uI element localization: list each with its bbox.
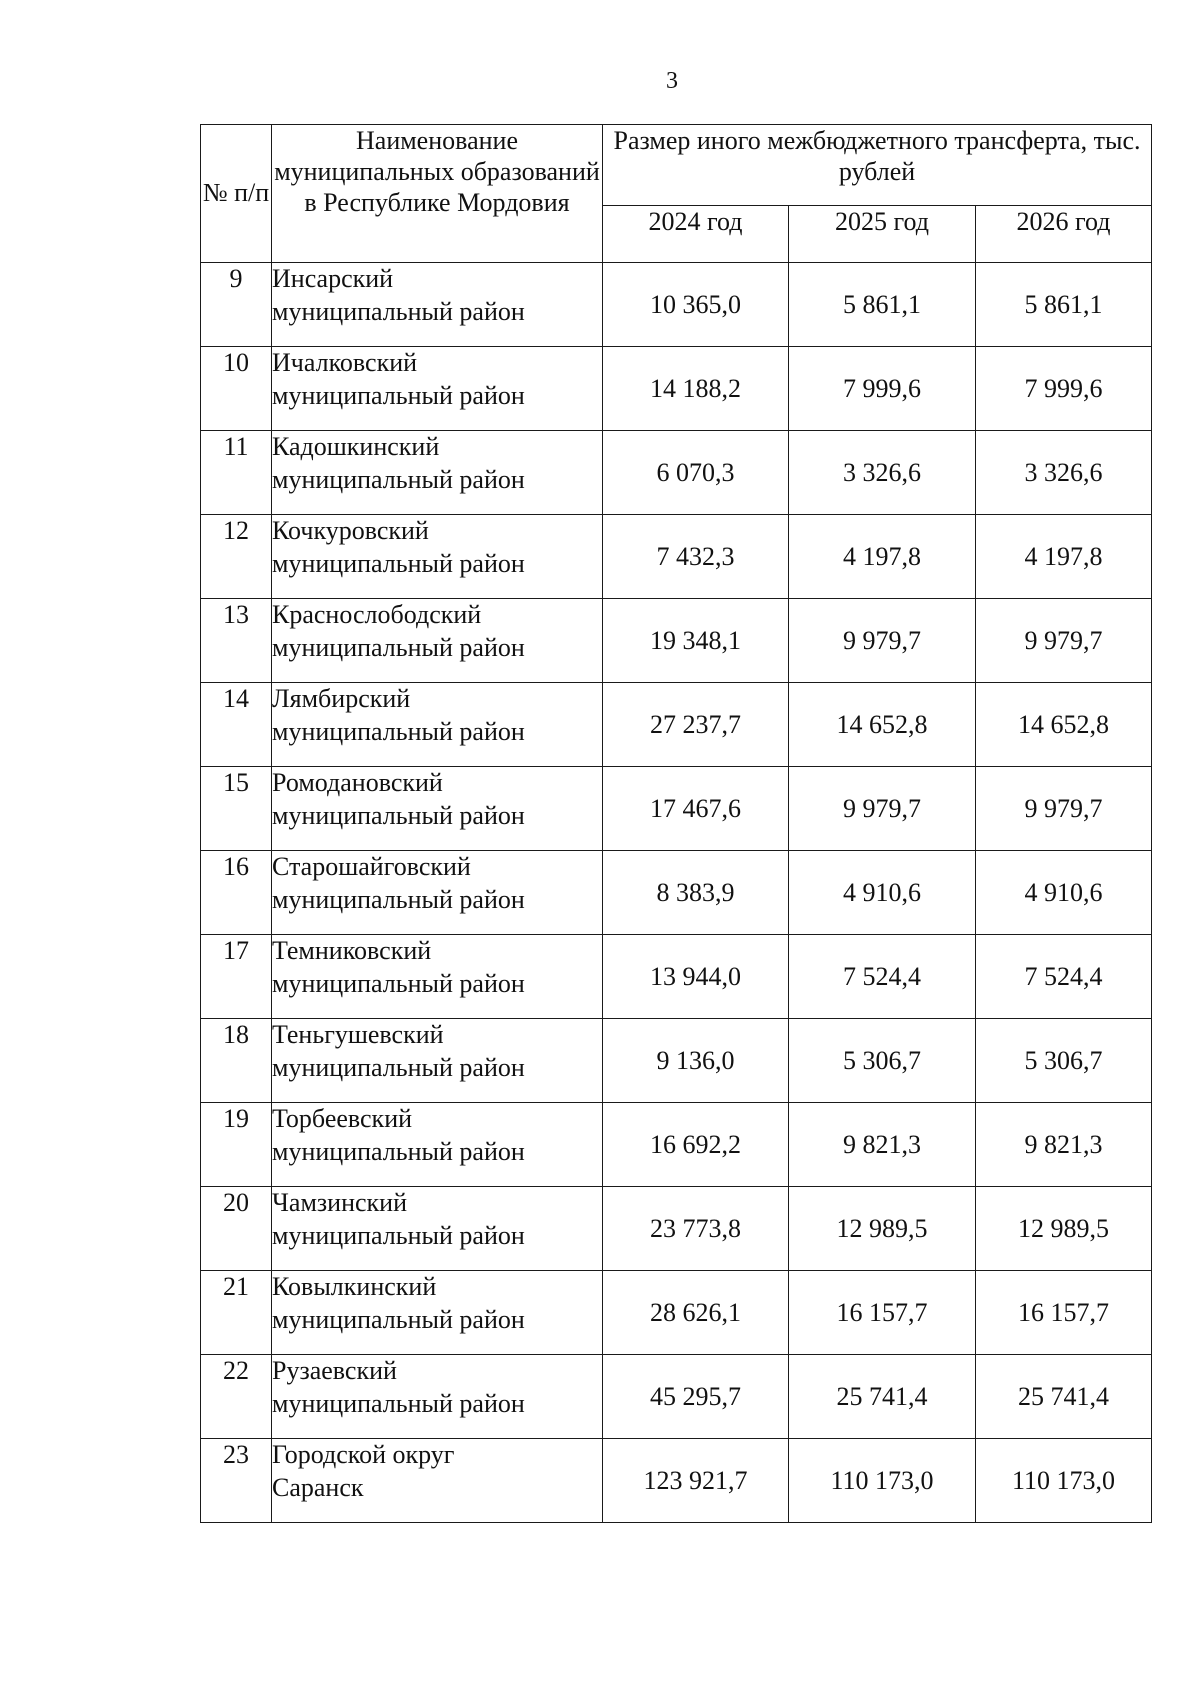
- municipality-name-line2: муниципальный район: [272, 1388, 525, 1418]
- value-2024: 19 348,1: [603, 599, 789, 683]
- value-2025: 9 979,7: [789, 599, 976, 683]
- municipality-name: [272, 935, 603, 1019]
- row-number: 12: [201, 515, 272, 599]
- municipality-name: [272, 515, 603, 599]
- header-municipality-label: Наименование муниципальных образований в Республике Мордовия: [274, 126, 600, 218]
- municipality-name-line2: муниципальный район: [272, 296, 525, 326]
- municipality-name: [272, 1187, 603, 1271]
- table-row: [201, 431, 1152, 515]
- municipality-name-line1: Ромодановский: [272, 768, 443, 797]
- value-2026: 16 157,7: [976, 1271, 1152, 1355]
- municipality-name: [272, 767, 603, 851]
- municipality-name-line2: муниципальный район: [272, 800, 525, 830]
- value-2024: 7 432,3: [603, 515, 789, 599]
- municipality-name: [272, 851, 603, 935]
- header-year-2026: 2026 год: [976, 206, 1152, 263]
- value-2025: 16 157,7: [789, 1271, 976, 1355]
- row-number: 9: [201, 263, 272, 347]
- header-number-label: № п/п: [202, 178, 270, 208]
- municipality-name-line1: Краснослободский: [272, 600, 482, 629]
- header-number: [201, 125, 272, 263]
- value-2026: 110 173,0: [976, 1439, 1152, 1523]
- municipality-name-line1: Ичалковский: [272, 348, 418, 377]
- municipality-name-line1: Чамзинский: [272, 1188, 407, 1217]
- municipality-name: [272, 347, 603, 431]
- row-number: 10: [201, 347, 272, 431]
- header-transfer-size-label: Размер иного межбюджетного трансферта, тыс. рублей: [613, 126, 1141, 187]
- value-2025: 4 197,8: [789, 515, 976, 599]
- value-2026: 5 861,1: [976, 263, 1152, 347]
- municipality-name-line2: муниципальный район: [272, 1220, 525, 1250]
- municipality-name-line1: Теньгушевский: [272, 1020, 444, 1049]
- value-2024: 13 944,0: [603, 935, 789, 1019]
- value-2025: 7 524,4: [789, 935, 976, 1019]
- table-row: [201, 263, 1152, 347]
- municipality-name: [272, 1439, 603, 1523]
- municipality-name: [272, 1103, 603, 1187]
- table-row: [201, 599, 1152, 683]
- row-number: 14: [201, 683, 272, 767]
- value-2025: 12 989,5: [789, 1187, 976, 1271]
- municipality-name: [272, 683, 603, 767]
- municipality-name-line1: Ковылкинский: [272, 1272, 437, 1301]
- row-number: 11: [201, 431, 272, 515]
- value-2026: 7 524,4: [976, 935, 1152, 1019]
- header-year-2025: 2025 год: [789, 206, 976, 263]
- municipality-name: [272, 1355, 603, 1439]
- row-number: 16: [201, 851, 272, 935]
- value-2024: 17 467,6: [603, 767, 789, 851]
- municipality-name-line2: муниципальный район: [272, 1136, 525, 1166]
- row-number: 13: [201, 599, 272, 683]
- table-body: [201, 263, 1152, 1523]
- value-2026: 12 989,5: [976, 1187, 1152, 1271]
- row-number: 22: [201, 1355, 272, 1439]
- value-2025: 7 999,6: [789, 347, 976, 431]
- municipality-name-line1: Кадошкинский: [272, 432, 440, 461]
- value-2024: 28 626,1: [603, 1271, 789, 1355]
- municipality-name-line2: муниципальный район: [272, 884, 525, 914]
- row-number: 23: [201, 1439, 272, 1523]
- value-2024: 123 921,7: [603, 1439, 789, 1523]
- table-row: [201, 1439, 1152, 1523]
- value-2024: 6 070,3: [603, 431, 789, 515]
- municipality-name-line1: Кочкуровский: [272, 516, 429, 545]
- table-row: [201, 1103, 1152, 1187]
- table-row: [201, 683, 1152, 767]
- value-2026: 3 326,6: [976, 431, 1152, 515]
- row-number: 15: [201, 767, 272, 851]
- page-number: 3: [666, 68, 678, 94]
- value-2026: 4 910,6: [976, 851, 1152, 935]
- municipality-name: [272, 1271, 603, 1355]
- table-row: [201, 1187, 1152, 1271]
- municipality-name-line2: муниципальный район: [272, 1052, 525, 1082]
- value-2026: 7 999,6: [976, 347, 1152, 431]
- value-2025: 25 741,4: [789, 1355, 976, 1439]
- row-number: 18: [201, 1019, 272, 1103]
- municipality-name-line2: муниципальный район: [272, 380, 525, 410]
- value-2024: 8 383,9: [603, 851, 789, 935]
- value-2026: 25 741,4: [976, 1355, 1152, 1439]
- municipality-name-line2: муниципальный район: [272, 632, 525, 662]
- table-row: [201, 347, 1152, 431]
- row-number: 20: [201, 1187, 272, 1271]
- table-row: [201, 935, 1152, 1019]
- table-header: [201, 125, 1152, 263]
- table-row: [201, 1271, 1152, 1355]
- municipality-name: [272, 599, 603, 683]
- value-2026: 9 979,7: [976, 599, 1152, 683]
- municipality-name-line2: муниципальный район: [272, 1304, 525, 1334]
- municipality-name-line1: Торбеевский: [272, 1104, 413, 1133]
- header-municipality: [272, 125, 603, 263]
- municipality-name-line2: муниципальный район: [272, 548, 525, 578]
- value-2026: 9 979,7: [976, 767, 1152, 851]
- table-row: [201, 851, 1152, 935]
- header-transfer-size: [603, 125, 1152, 206]
- header-year-2024: 2024 год: [603, 206, 789, 263]
- table-row: [201, 1355, 1152, 1439]
- row-number: 19: [201, 1103, 272, 1187]
- municipality-name: [272, 431, 603, 515]
- value-2025: 9 821,3: [789, 1103, 976, 1187]
- municipality-name-line1: Инсарский: [272, 264, 394, 293]
- row-number: 21: [201, 1271, 272, 1355]
- municipality-name-line1: Городской округ: [272, 1440, 455, 1469]
- municipality-name-line2: муниципальный район: [272, 716, 525, 746]
- value-2025: 9 979,7: [789, 767, 976, 851]
- value-2026: 14 652,8: [976, 683, 1152, 767]
- value-2025: 5 861,1: [789, 263, 976, 347]
- value-2026: 9 821,3: [976, 1103, 1152, 1187]
- municipality-name-line1: Старошайговский: [272, 852, 471, 881]
- value-2024: 45 295,7: [603, 1355, 789, 1439]
- value-2026: 4 197,8: [976, 515, 1152, 599]
- transfer-table: [200, 124, 1152, 1523]
- municipality-name-line1: Рузаевский: [272, 1356, 397, 1385]
- value-2025: 110 173,0: [789, 1439, 976, 1523]
- municipality-name-line2: Саранск: [272, 1472, 364, 1502]
- municipality-name-line2: муниципальный район: [272, 968, 525, 998]
- table-row: [201, 1019, 1152, 1103]
- value-2025: 14 652,8: [789, 683, 976, 767]
- value-2024: 14 188,2: [603, 347, 789, 431]
- municipality-name-line1: Лямбирский: [272, 684, 411, 713]
- value-2024: 9 136,0: [603, 1019, 789, 1103]
- value-2025: 4 910,6: [789, 851, 976, 935]
- municipality-name-line2: муниципальный район: [272, 464, 525, 494]
- value-2026: 5 306,7: [976, 1019, 1152, 1103]
- value-2024: 27 237,7: [603, 683, 789, 767]
- value-2024: 23 773,8: [603, 1187, 789, 1271]
- table-row: [201, 515, 1152, 599]
- value-2025: 5 306,7: [789, 1019, 976, 1103]
- municipality-name-line1: Темниковский: [272, 936, 432, 965]
- municipality-name: [272, 1019, 603, 1103]
- value-2025: 3 326,6: [789, 431, 976, 515]
- row-number: 17: [201, 935, 272, 1019]
- municipality-name: [272, 263, 603, 347]
- value-2024: 10 365,0: [603, 263, 789, 347]
- value-2024: 16 692,2: [603, 1103, 789, 1187]
- table-row: [201, 767, 1152, 851]
